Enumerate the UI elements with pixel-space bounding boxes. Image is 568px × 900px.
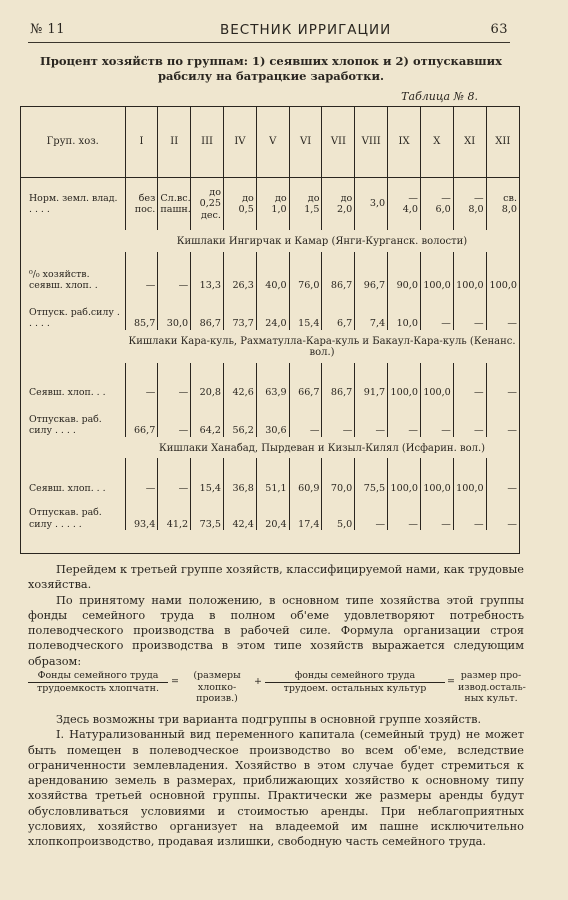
row-label: Отпускав. раб. силу . . . . . — [29, 507, 102, 530]
column-header: V — [256, 107, 289, 178]
table-cell: — — [158, 252, 191, 292]
table-cell: — — [158, 458, 191, 494]
column-header: III — [191, 107, 224, 178]
table-cell: 60,9 — [289, 458, 322, 494]
table-cell: 40,0 — [256, 252, 289, 292]
formula-term: (размеры хлопко- произв.) — [193, 670, 241, 704]
table-cell: 10,0 — [388, 292, 421, 330]
table-cell: 20,4 — [256, 494, 289, 530]
column-header: VIII — [355, 107, 388, 178]
table-cell: 56,2 — [223, 399, 256, 437]
table-row — [21, 399, 519, 437]
table-cell: 96,7 — [355, 252, 388, 292]
equals-sign: = — [447, 676, 455, 687]
header-rule — [28, 42, 510, 43]
formula — [28, 670, 524, 712]
table-row — [21, 252, 519, 292]
table-cell: 93,4 — [125, 494, 158, 530]
table-row — [21, 178, 519, 231]
table-cell: 73,7 — [223, 292, 256, 330]
table-cell: до 1,0 — [256, 178, 289, 231]
table-cell: 41,2 — [158, 494, 191, 530]
section-header-row — [21, 437, 519, 459]
table-cell: 73,5 — [191, 494, 224, 530]
table-cell: 100,0 — [453, 458, 486, 494]
table-cell: — — [453, 292, 486, 330]
table-cell: до 1,5 — [289, 178, 322, 231]
formula-numerator: Фонды семейного труда — [28, 670, 168, 683]
table-cell: 86,7 — [322, 252, 355, 292]
table-cell: — — [388, 494, 421, 530]
column-header: II — [158, 107, 191, 178]
column-header: IX — [388, 107, 421, 178]
table-cell: 66,7 — [289, 363, 322, 399]
table-cell: — — [322, 399, 355, 437]
column-header: XII — [486, 107, 519, 178]
table-caption: Процент хозяйств по группам: 1) сеявших хлопок и 2) отпускавших рабсилу на батрацкие заработки. — [39, 54, 503, 83]
formula-denominator: трудоемкость хлопчатн. — [37, 682, 159, 694]
column-header: VI — [289, 107, 322, 178]
table-cell: 63,9 — [256, 363, 289, 399]
table-cell: 20,8 — [191, 363, 224, 399]
table-cell: 100,0 — [420, 363, 453, 399]
table-cell: 91,7 — [355, 363, 388, 399]
row-label: ⁰/₀ хозяйств. сеявш. хлоп. . — [29, 268, 98, 291]
table-cell: 100,0 — [420, 252, 453, 292]
column-header: XI — [453, 107, 486, 178]
table-cell: 85,7 — [125, 292, 158, 330]
section-title: Кишлаки Кара-куль, Рахматулла-Кара-куль и Бакаул-Кара-куль (Кенанс. вол.) — [128, 335, 516, 358]
table-row — [21, 292, 519, 330]
section-title: Кишлаки Ханабад, Пырдеван и Кизыл-Килял (Исфарин. вол.) — [158, 442, 486, 454]
table-cell: 66,7 — [125, 399, 158, 437]
table-cell: 75,5 — [355, 458, 388, 494]
paragraph: I. Натурализованный вид переменного капитала (семейный труд) не может быть помещен в полеводческое производство во всем об'еме, вследствие ограниченности землевладения. Хозяйство в этом случае будет стремиться к арендованию земель в размерах, приближающих хозяйство к основному типу хозяйства третьей основной группы. Практически же размеры аренды будут обусловливаться условиями и стоимостью аренды. При неблагоприятных условиях, хозяйство организует на владеемой им пашне исключительно хлопкопроизводство, продавая излишки, свободную часть семейного труда. — [28, 728, 524, 849]
table-cell: — — [355, 399, 388, 437]
table-cell: 3,0 — [355, 178, 388, 231]
table-cell: 90,0 — [388, 252, 421, 292]
formula-term: размер про- извод.осталь- ных культ. — [458, 670, 526, 704]
paragraph: Здесь возможны три варианта подгруппы в основной группе хозяйств. — [56, 713, 482, 726]
journal-title: ВЕСТНИК ИРРИГАЦИИ — [220, 22, 392, 38]
table-cell: 7,4 — [355, 292, 388, 330]
plus-sign: + — [254, 676, 262, 687]
table-cell: 26,3 — [223, 252, 256, 292]
table-header-row — [21, 107, 519, 178]
table-cell: 100,0 — [388, 363, 421, 399]
table-cell: — — [355, 494, 388, 530]
row-label: Отпускав. раб. силу . . . . — [29, 413, 102, 436]
table-cell: — — [158, 399, 191, 437]
table-cell: 13,3 — [191, 252, 224, 292]
table-cell: 24,0 — [256, 292, 289, 330]
table-cell: 15,4 — [289, 292, 322, 330]
column-header: IV — [223, 107, 256, 178]
table-cell: 17,4 — [289, 494, 322, 530]
table-cell: 100,0 — [486, 252, 519, 292]
formula-numerator: фонды семейного труда — [265, 670, 445, 683]
table-cell: — — [158, 363, 191, 399]
table-cell: — — [486, 292, 519, 330]
section-header-row — [21, 330, 519, 363]
table-cell: — — [453, 363, 486, 399]
section-header-row — [21, 230, 519, 252]
row-label: Норм. земл. влад. . . . . — [29, 192, 118, 215]
table-row — [21, 363, 519, 399]
running-header — [30, 22, 508, 44]
table-cell: 51,1 — [256, 458, 289, 494]
table-cell: — — [388, 399, 421, 437]
paragraph: По принятому нами положению, в основном типе хозяйства этой группы фонды семейного труда в полном об'еме удовлетворяют потребность полеводческого производства в рабочей силе. Формула организации строя полеводческого производства в этом типе хозяйств выражается следующим образом: — [28, 593, 524, 668]
table-cell: — — [486, 399, 519, 437]
table-cell: до 0,25 дес. — [191, 178, 224, 231]
row-label: Сеявш. хлоп. . . — [29, 482, 106, 494]
table-cell: без пос. — [125, 178, 158, 231]
table-cell: — — [453, 494, 486, 530]
table-cell: — 8,0 — [453, 178, 486, 231]
row-label: Отпуск. раб.силу . . . . . — [29, 306, 120, 329]
table-cell: 6,7 — [322, 292, 355, 330]
table-cell: Сл.вс. пашн. — [158, 178, 191, 231]
table-row — [21, 494, 519, 530]
table-cell: 30,0 — [158, 292, 191, 330]
table-cell: — — [486, 363, 519, 399]
page-number: 63 — [490, 22, 508, 37]
table-cell: 42,4 — [223, 494, 256, 530]
table-cell: — — [420, 399, 453, 437]
formula-denominator: трудоем. остальных культур — [283, 682, 427, 694]
table-cell: 30,6 — [256, 399, 289, 437]
table-cell: 70,0 — [322, 458, 355, 494]
table-label: Таблица № 8. — [401, 90, 478, 103]
table-cell: — 6,0 — [420, 178, 453, 231]
table-cell: 5,0 — [322, 494, 355, 530]
body-text-bottom — [28, 712, 524, 850]
column-header: X — [420, 107, 453, 178]
table-cell: — — [125, 458, 158, 494]
table-cell: — — [125, 363, 158, 399]
table-cell: 76,0 — [289, 252, 322, 292]
table-cell: 100,0 — [420, 458, 453, 494]
table-cell: до 2,0 — [322, 178, 355, 231]
table-cell: 36,8 — [223, 458, 256, 494]
table-row — [21, 458, 519, 494]
column-header: VII — [322, 107, 355, 178]
table-cell: 64,2 — [191, 399, 224, 437]
table-cell: до 0,5 — [223, 178, 256, 231]
table-cell: — — [453, 399, 486, 437]
table-cell: — — [486, 494, 519, 530]
column-header: I — [125, 107, 158, 178]
table-cell: — — [420, 292, 453, 330]
table-cell: — — [420, 494, 453, 530]
row-label: Сеявш. хлоп. . . — [29, 387, 106, 398]
table-cell: 100,0 — [453, 252, 486, 292]
table-cell: — 4,0 — [388, 178, 421, 231]
table-cell: 100,0 — [388, 458, 421, 494]
body-text-top — [28, 562, 524, 669]
group-header-cell: Груп. хоз. — [21, 107, 125, 178]
table-cell: — — [289, 399, 322, 437]
table-cell: 86,7 — [191, 292, 224, 330]
table-cell: — — [486, 458, 519, 494]
table-cell: 15,4 — [191, 458, 224, 494]
equals-sign: = — [171, 676, 179, 687]
paragraph: Перейдем к третьей группе хозяйств, классифицируемой нами, как трудовые хозяйства. — [28, 563, 524, 592]
data-table — [20, 106, 520, 554]
issue-number: № 11 — [30, 22, 65, 37]
table-cell: — — [125, 252, 158, 292]
table-cell: 86,7 — [322, 363, 355, 399]
table-cell: св. 8,0 — [486, 178, 519, 231]
table-cell: 42,6 — [223, 363, 256, 399]
section-title: Кишлаки Ингирчак и Камар (Янги-Курганск. волости) — [176, 236, 468, 247]
